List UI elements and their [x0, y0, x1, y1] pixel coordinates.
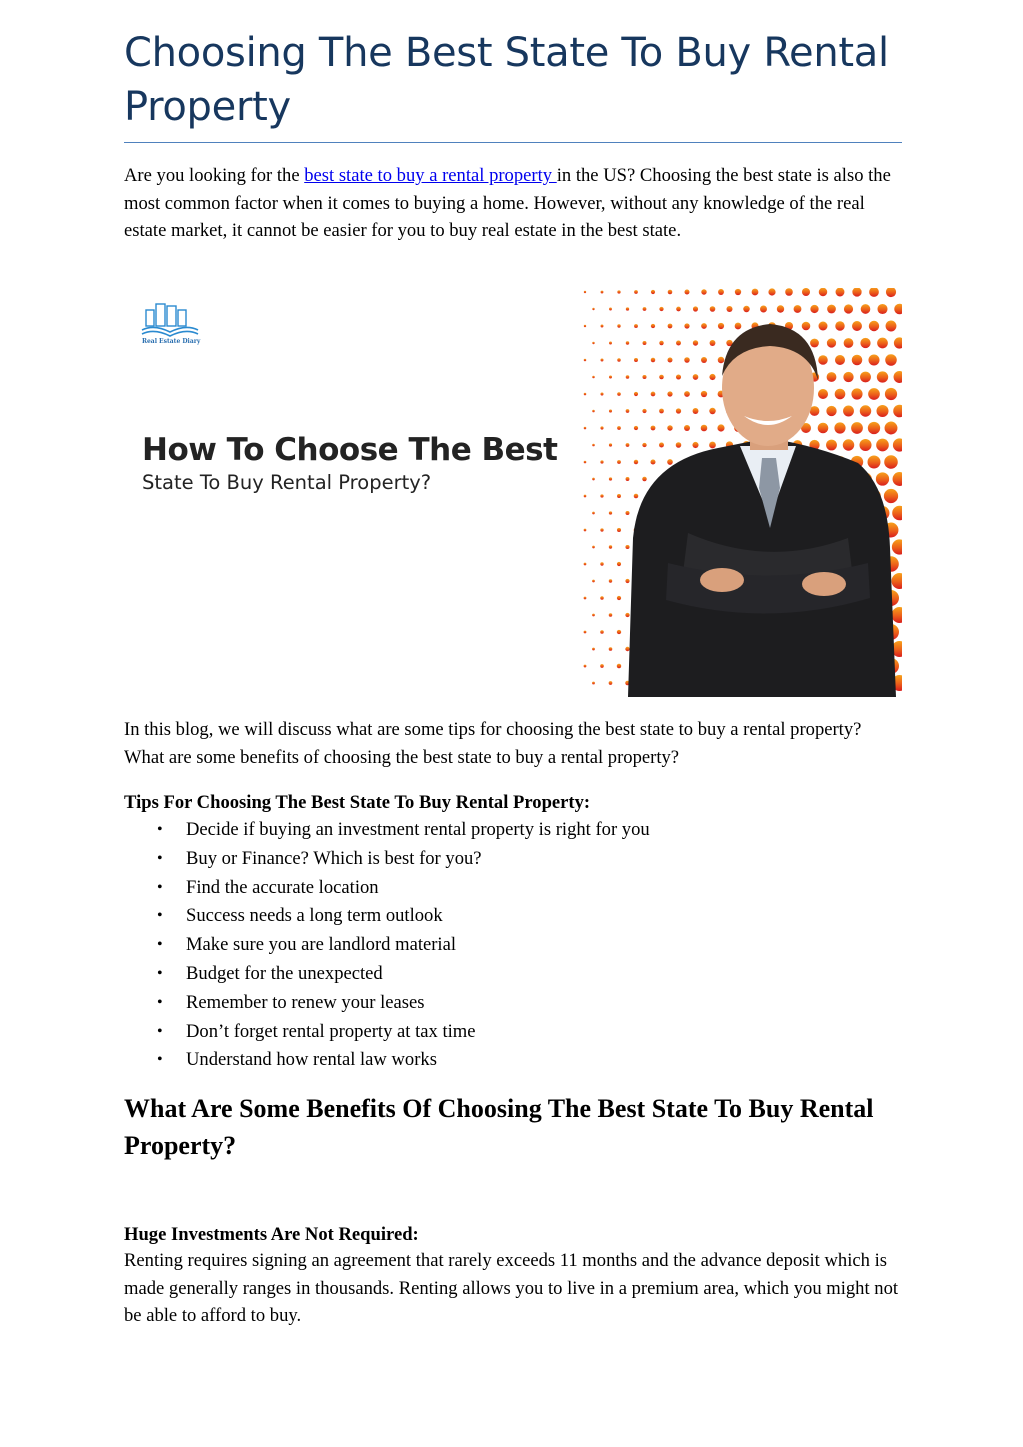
halftone-dot — [735, 323, 742, 330]
list-item — [124, 960, 902, 989]
halftone-dot — [676, 374, 681, 379]
halftone-dot — [701, 323, 707, 329]
list-item — [124, 845, 902, 874]
best-state-link[interactable]: best state to buy a rental property — [304, 165, 557, 186]
halftone-dot — [861, 304, 871, 314]
halftone-dot — [818, 389, 828, 399]
benefits-heading: What Are Some Benefits Of Choosing The Best State To Buy Rental Property? — [124, 1094, 874, 1160]
halftone-dot — [592, 614, 595, 617]
halftone-dot — [810, 339, 819, 348]
list-item-text: Remember to renew your leases — [186, 991, 425, 1013]
halftone-dot — [852, 355, 863, 366]
blog-intro-paragraph: In this blog, we will discuss what are some tips for choosing the best state to buy a rental property? What are some benefits of choosing the best state to buy a rental property? — [124, 719, 862, 768]
halftone-dot — [617, 596, 621, 600]
halftone-dot — [617, 426, 621, 430]
halftone-dot — [609, 308, 612, 311]
halftone-dot — [592, 342, 594, 344]
halftone-dot — [592, 376, 595, 379]
halftone-dot — [659, 409, 664, 414]
halftone-dot — [843, 439, 854, 450]
halftone-dot — [893, 472, 902, 486]
intro-text-before: Are you looking for the — [124, 165, 305, 186]
list-item — [124, 1018, 902, 1047]
list-item-text: Don’t forget rental property at tax time — [186, 1020, 476, 1042]
halftone-dot — [634, 358, 638, 362]
halftone-dot — [617, 460, 621, 464]
halftone-dot — [893, 405, 902, 418]
halftone-dot — [584, 631, 587, 634]
halftone-dot — [617, 392, 621, 396]
halftone-dot — [717, 424, 724, 431]
halftone-dot — [651, 358, 656, 363]
halftone-dot — [827, 372, 837, 382]
halftone-dot — [584, 461, 587, 464]
halftone-dot — [836, 288, 845, 296]
halftone-dot — [634, 494, 639, 499]
document-page — [124, 0, 902, 1326]
halftone-dot — [884, 455, 898, 469]
halftone-dot — [884, 489, 898, 503]
list-item-text: Budget for the unexpected — [186, 962, 383, 984]
halftone-dot — [877, 304, 887, 314]
halftone-dot — [892, 573, 902, 589]
halftone-dot — [892, 506, 902, 521]
halftone-dot — [843, 406, 854, 417]
halftone-dot — [600, 358, 603, 361]
halftone-dot — [600, 460, 603, 463]
halftone-dot — [659, 443, 664, 448]
list-item-text: Decide if buying an investment rental property is right for you — [186, 819, 650, 840]
halftone-dot — [693, 408, 699, 414]
halftone-dot — [643, 341, 647, 345]
halftone-dot — [659, 307, 663, 311]
halftone-dot — [860, 372, 871, 383]
halftone-dot — [617, 494, 621, 498]
halftone-dot — [760, 306, 767, 313]
halftone-dot — [827, 338, 836, 347]
halftone-dot — [726, 306, 732, 312]
halftone-dot — [819, 288, 827, 296]
halftone-dot — [634, 426, 638, 430]
halftone-dot — [642, 477, 647, 482]
benefit-paragraph: Renting requires signing an agreement that rarely exceeds 11 months and the advance deposit which is made generally ranges in thousands. Renting allows you to live in a premium area, which you might not be able to afford to buy. — [124, 1250, 899, 1326]
tips-heading: Tips For Choosing The Best State To Buy Rental Property: — [124, 792, 591, 813]
halftone-dot — [710, 306, 716, 312]
bullet-icon: • — [157, 878, 163, 896]
halftone-dot — [592, 308, 594, 310]
halftone-dot — [709, 374, 715, 380]
halftone-dot — [827, 305, 836, 314]
halftone-dot — [592, 410, 595, 413]
halftone-dot — [617, 290, 620, 293]
list-item — [124, 1046, 902, 1075]
halftone-dot — [609, 409, 612, 412]
halftone-dot — [584, 529, 587, 532]
list-item — [124, 902, 902, 931]
halftone-dot — [860, 405, 871, 416]
halftone-dot — [868, 422, 880, 434]
halftone-dot — [667, 357, 672, 362]
halftone-dot — [794, 305, 802, 313]
halftone-dot — [886, 321, 897, 332]
list-item-text: Buy or Finance? Which is best for you? — [186, 847, 482, 869]
halftone-dot — [584, 597, 587, 600]
halftone-dot — [802, 322, 811, 331]
halftone-dot — [609, 375, 612, 378]
halftone-dot — [868, 388, 880, 400]
halftone-dot — [634, 392, 638, 396]
halftone-dot — [735, 289, 741, 295]
halftone-dot — [718, 357, 725, 364]
bullet-icon: • — [157, 936, 163, 954]
halftone-dot — [684, 391, 690, 397]
halftone-dot — [684, 357, 690, 363]
halftone-dot — [625, 647, 629, 651]
halftone-dot — [876, 405, 888, 417]
halftone-dot — [676, 307, 681, 312]
intro-paragraph — [124, 162, 902, 245]
halftone-dot — [592, 444, 595, 447]
list-item-text: Understand how rental law works — [186, 1049, 437, 1071]
halftone-dot — [693, 374, 699, 380]
halftone-dot — [625, 613, 629, 617]
halftone-dot — [885, 388, 897, 400]
halftone-dot — [693, 306, 698, 311]
halftone-dot — [718, 323, 724, 329]
halftone-dot — [600, 630, 604, 634]
halftone-dot — [584, 427, 587, 430]
halftone-dot — [650, 459, 655, 464]
halftone-dot — [810, 305, 818, 313]
halftone-dot — [600, 562, 603, 565]
list-item — [124, 816, 902, 845]
halftone-dot — [617, 664, 621, 668]
benefit-subheading: Huge Investments Are Not Required: — [124, 1224, 419, 1245]
halftone-dot — [600, 392, 603, 395]
halftone-dot — [885, 354, 897, 366]
halftone-dot — [584, 665, 587, 668]
halftone-dot — [609, 342, 612, 345]
halftone-dot — [617, 562, 621, 566]
bullet-icon: • — [157, 907, 163, 925]
halftone-dot — [626, 307, 629, 310]
halftone-dot — [701, 357, 707, 363]
halftone-dot — [709, 408, 715, 414]
halftone-dot — [659, 341, 663, 345]
halftone-dot — [625, 545, 629, 549]
halftone-dot — [609, 545, 612, 548]
halftone-dot — [651, 392, 656, 397]
halftone-dot — [676, 408, 681, 413]
halftone-dot — [860, 338, 870, 348]
halftone-dot — [768, 288, 775, 295]
halftone-dot — [626, 443, 630, 447]
halftone-dot — [894, 304, 902, 315]
hero-heading: How To Choose The Best — [142, 432, 558, 468]
logo-text: Real Estate Diary — [142, 338, 201, 345]
halftone-dot — [668, 324, 673, 329]
halftone-dot — [642, 409, 646, 413]
halftone-dot — [634, 460, 638, 464]
halftone-dot — [692, 442, 698, 448]
halftone-dot — [885, 422, 898, 435]
halftone-dot — [876, 439, 889, 452]
halftone-dot — [826, 440, 837, 451]
halftone-dot — [626, 409, 630, 413]
halftone-dot — [634, 324, 638, 328]
halftone-dot — [667, 459, 673, 465]
halftone-dot — [617, 630, 621, 634]
halftone-dot — [659, 375, 664, 380]
bullet-icon: • — [157, 1051, 163, 1069]
halftone-dot — [844, 338, 854, 348]
halftone-dot — [601, 325, 604, 328]
halftone-dot — [894, 337, 902, 348]
halftone-dot — [584, 291, 586, 293]
halftone-dot — [609, 511, 612, 514]
halftone-dot — [868, 456, 881, 469]
bullet-icon: • — [157, 821, 163, 838]
halftone-dot — [818, 355, 828, 365]
halftone-dot — [877, 338, 888, 349]
building-logo-icon — [142, 304, 198, 336]
bullet-icon: • — [157, 993, 163, 1011]
halftone-dot — [676, 341, 681, 346]
halftone-dot — [802, 288, 810, 296]
halftone-dot — [785, 288, 793, 296]
halftone-dot — [894, 371, 902, 383]
halftone-dot — [835, 355, 845, 365]
halftone-dot — [709, 442, 716, 449]
halftone-dot — [600, 528, 603, 531]
page-title: Choosing The Best State To Buy Rental Property — [124, 30, 889, 130]
halftone-dot — [718, 289, 724, 295]
halftone-dot — [684, 425, 690, 431]
halftone-dot — [600, 596, 604, 600]
hero-image — [128, 288, 902, 697]
tips-list — [124, 816, 902, 1075]
intro-text-after: in the US? Choosing the best state is also the most common factor when it comes to buying a home. However, without any knowledge of the real estate market, it cannot be easier for you to buy real estate in the best state. — [124, 165, 891, 241]
halftone-dot — [609, 647, 613, 651]
list-item — [124, 931, 902, 960]
halftone-dot — [651, 290, 655, 294]
halftone-dot — [869, 321, 879, 331]
halftone-dot — [684, 323, 689, 328]
halftone-dot — [710, 340, 716, 346]
halftone-dot — [852, 321, 862, 331]
halftone-dot — [701, 289, 706, 294]
halftone-dot — [642, 443, 646, 447]
halftone-dot — [609, 613, 613, 617]
halftone-dot — [844, 304, 853, 313]
halftone-dot — [626, 375, 630, 379]
halftone-dot — [600, 664, 604, 668]
halftone-dot — [676, 442, 682, 448]
hero-subheading: State To Buy Rental Property? — [142, 471, 432, 494]
halftone-dot — [592, 648, 595, 651]
halftone-dot — [667, 391, 672, 396]
halftone-dot — [818, 423, 829, 434]
halftone-dot — [592, 546, 595, 549]
halftone-dot — [592, 580, 595, 583]
halftone-dot — [886, 288, 896, 297]
halftone-dot — [701, 425, 708, 432]
halftone-dot — [626, 477, 630, 481]
halftone-dot — [835, 321, 844, 330]
halftone-dot — [835, 389, 846, 400]
list-item-text: Success needs a long term outlook — [186, 905, 443, 927]
list-item-text: Make sure you are landlord material — [186, 934, 457, 956]
halftone-dot — [876, 472, 889, 485]
halftone-dot — [651, 426, 656, 431]
halftone-dot — [651, 324, 655, 328]
businessman-figure — [628, 324, 896, 697]
halftone-dot — [584, 325, 586, 327]
halftone-dot — [893, 438, 902, 451]
halftone-dot — [626, 341, 629, 344]
halftone-dot — [693, 340, 698, 345]
bullet-icon: • — [157, 849, 163, 867]
list-item — [124, 989, 902, 1018]
halftone-dot — [684, 289, 689, 294]
halftone-dot — [592, 478, 595, 481]
halftone-dot — [826, 406, 836, 416]
halftone-dot — [752, 289, 759, 296]
halftone-dot — [609, 579, 612, 582]
halftone-dot — [600, 426, 603, 429]
halftone-dot — [869, 288, 879, 297]
halftone-dot — [609, 443, 612, 446]
halftone-dot — [584, 563, 587, 566]
halftone-dot — [626, 511, 630, 515]
halftone-dot — [851, 388, 862, 399]
halftone-dot — [609, 477, 612, 480]
halftone-dot — [642, 375, 646, 379]
halftone-dot — [868, 354, 879, 365]
halftone-dot — [892, 607, 903, 623]
halftone-dot — [617, 324, 620, 327]
halftone-dot — [777, 305, 784, 312]
halftone-dot — [592, 512, 595, 515]
list-item — [124, 874, 902, 903]
halftone-dot — [634, 290, 638, 294]
halftone-dot — [600, 494, 603, 497]
halftone-dot — [584, 495, 587, 498]
halftone-dot — [877, 371, 888, 382]
halftone-dot — [584, 359, 587, 362]
title-divider — [124, 142, 902, 143]
bullet-icon: • — [157, 1022, 163, 1040]
halftone-dot — [834, 422, 845, 433]
halftone-dot — [601, 291, 604, 294]
halftone-dot — [643, 307, 647, 311]
list-item-text: Find the accurate location — [186, 876, 379, 898]
halftone-dot — [609, 681, 613, 685]
halftone-dot — [617, 358, 621, 362]
halftone-dot — [743, 306, 749, 312]
halftone-dot — [667, 425, 672, 430]
bullet-icon: • — [157, 964, 163, 982]
halftone-dot — [843, 372, 853, 382]
halftone-dot — [701, 391, 707, 397]
halftone-dot — [584, 393, 587, 396]
halftone-dot — [892, 539, 902, 554]
halftone-dot — [852, 288, 861, 297]
halftone-dot — [818, 321, 827, 330]
halftone-dot — [625, 579, 629, 583]
halftone-dot — [592, 682, 595, 685]
halftone-dot — [668, 290, 673, 295]
halftone-dot — [851, 422, 863, 434]
halftone-dot — [617, 528, 621, 532]
halftone-dot — [859, 439, 871, 451]
